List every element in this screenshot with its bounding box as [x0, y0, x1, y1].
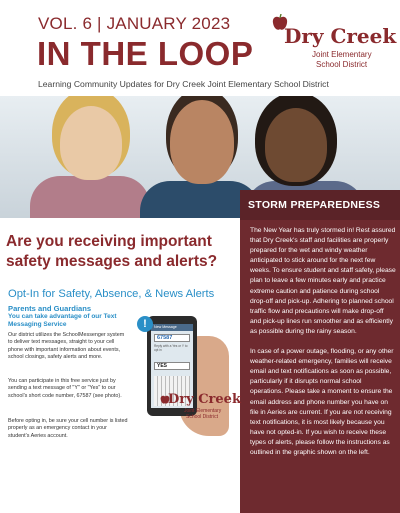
short-code: 67587: [154, 334, 190, 342]
reply-hint: Reply with a Yes or Y to opt in: [154, 344, 188, 352]
storm-preparedness-panel: [240, 190, 400, 513]
issue-line: VOL. 6 | JANUARY 2023: [38, 14, 231, 33]
storm-paragraph-1: The New Year has truly stormed in! Rest assured that Dry Creek's staff and facilities are properly prepared for the wet and windy weather anticipated to stick around for the next few weeks. To ensure student and staff safety, please plan to leave a few minutes early and practice extreme caution and patience during school drop-off and pick-up. Adhering to planned school traffic flow and precautions will make drop-off and pick-up lines run smoother and as efficiently as possible during the rainy season.: [250, 227, 396, 335]
alerts-question-heading: Are you receiving important safety messages and alerts?: [6, 233, 218, 270]
storm-heading: STORM PREPAREDNESS: [240, 190, 400, 220]
ad-logo-name: Dry Creek: [168, 392, 241, 407]
storm-body: [250, 226, 396, 468]
newsletter-title: IN THE LOOP: [37, 35, 254, 72]
parents-heading: Parents and Guardians: [8, 304, 92, 313]
ad-district-logo: [160, 392, 241, 432]
ad-paragraph-2: You can participate in this free service just by sending a text message of "Y" or "Yes" to our school's short code number, 67587 (see photo).: [8, 378, 122, 399]
reply-text: YES: [154, 362, 190, 370]
alert-bubble-icon: !: [137, 316, 153, 332]
ad-logo-subtitle-2: School District: [186, 414, 218, 420]
screen-title: New Message: [151, 324, 193, 331]
ad-logo-subtitle-1: Joint Elementary: [184, 408, 222, 414]
ad-paragraph-1: Our district utilizes the SchoolMessenger system to deliver text messages, straight to your cell phone with important information about events, school closings, safety alerts and more.: [8, 332, 125, 361]
opt-in-graphic: [3, 282, 241, 512]
storm-paragraph-2: In case of a power outage, flooding, or any other weather-related emergency, families will receive email and text notifications as soon as possible, particularly if it disrupts normal school operations. Please take a moment to ensure the email address and phone number you have on file in Aeries are current. If you are not receiving text notifications, it is most likely because you have not opted-in. If you wish to receive these types of alerts, please follow the instructions as outlined in the graphic shown on the left.: [250, 348, 394, 456]
masthead: [0, 0, 400, 95]
logo-subtitle-1: Joint Elementary: [312, 50, 372, 59]
ad-paragraph-3: Before opting in, be sure your cell number is listed properly as an emergency contact in your student's Aeries account.: [8, 418, 128, 439]
tagline: Learning Community Updates for Dry Creek Joint Elementary School District: [38, 79, 329, 89]
text-service-subheading: You can take advantage of our Text Messaging Service: [8, 313, 117, 328]
opt-in-heading: Opt-In for Safety, Absence, & News Alerts: [8, 288, 215, 300]
district-logo: [272, 10, 397, 72]
logo-name: Dry Creek: [284, 24, 397, 48]
logo-subtitle-2: School District: [316, 60, 368, 69]
